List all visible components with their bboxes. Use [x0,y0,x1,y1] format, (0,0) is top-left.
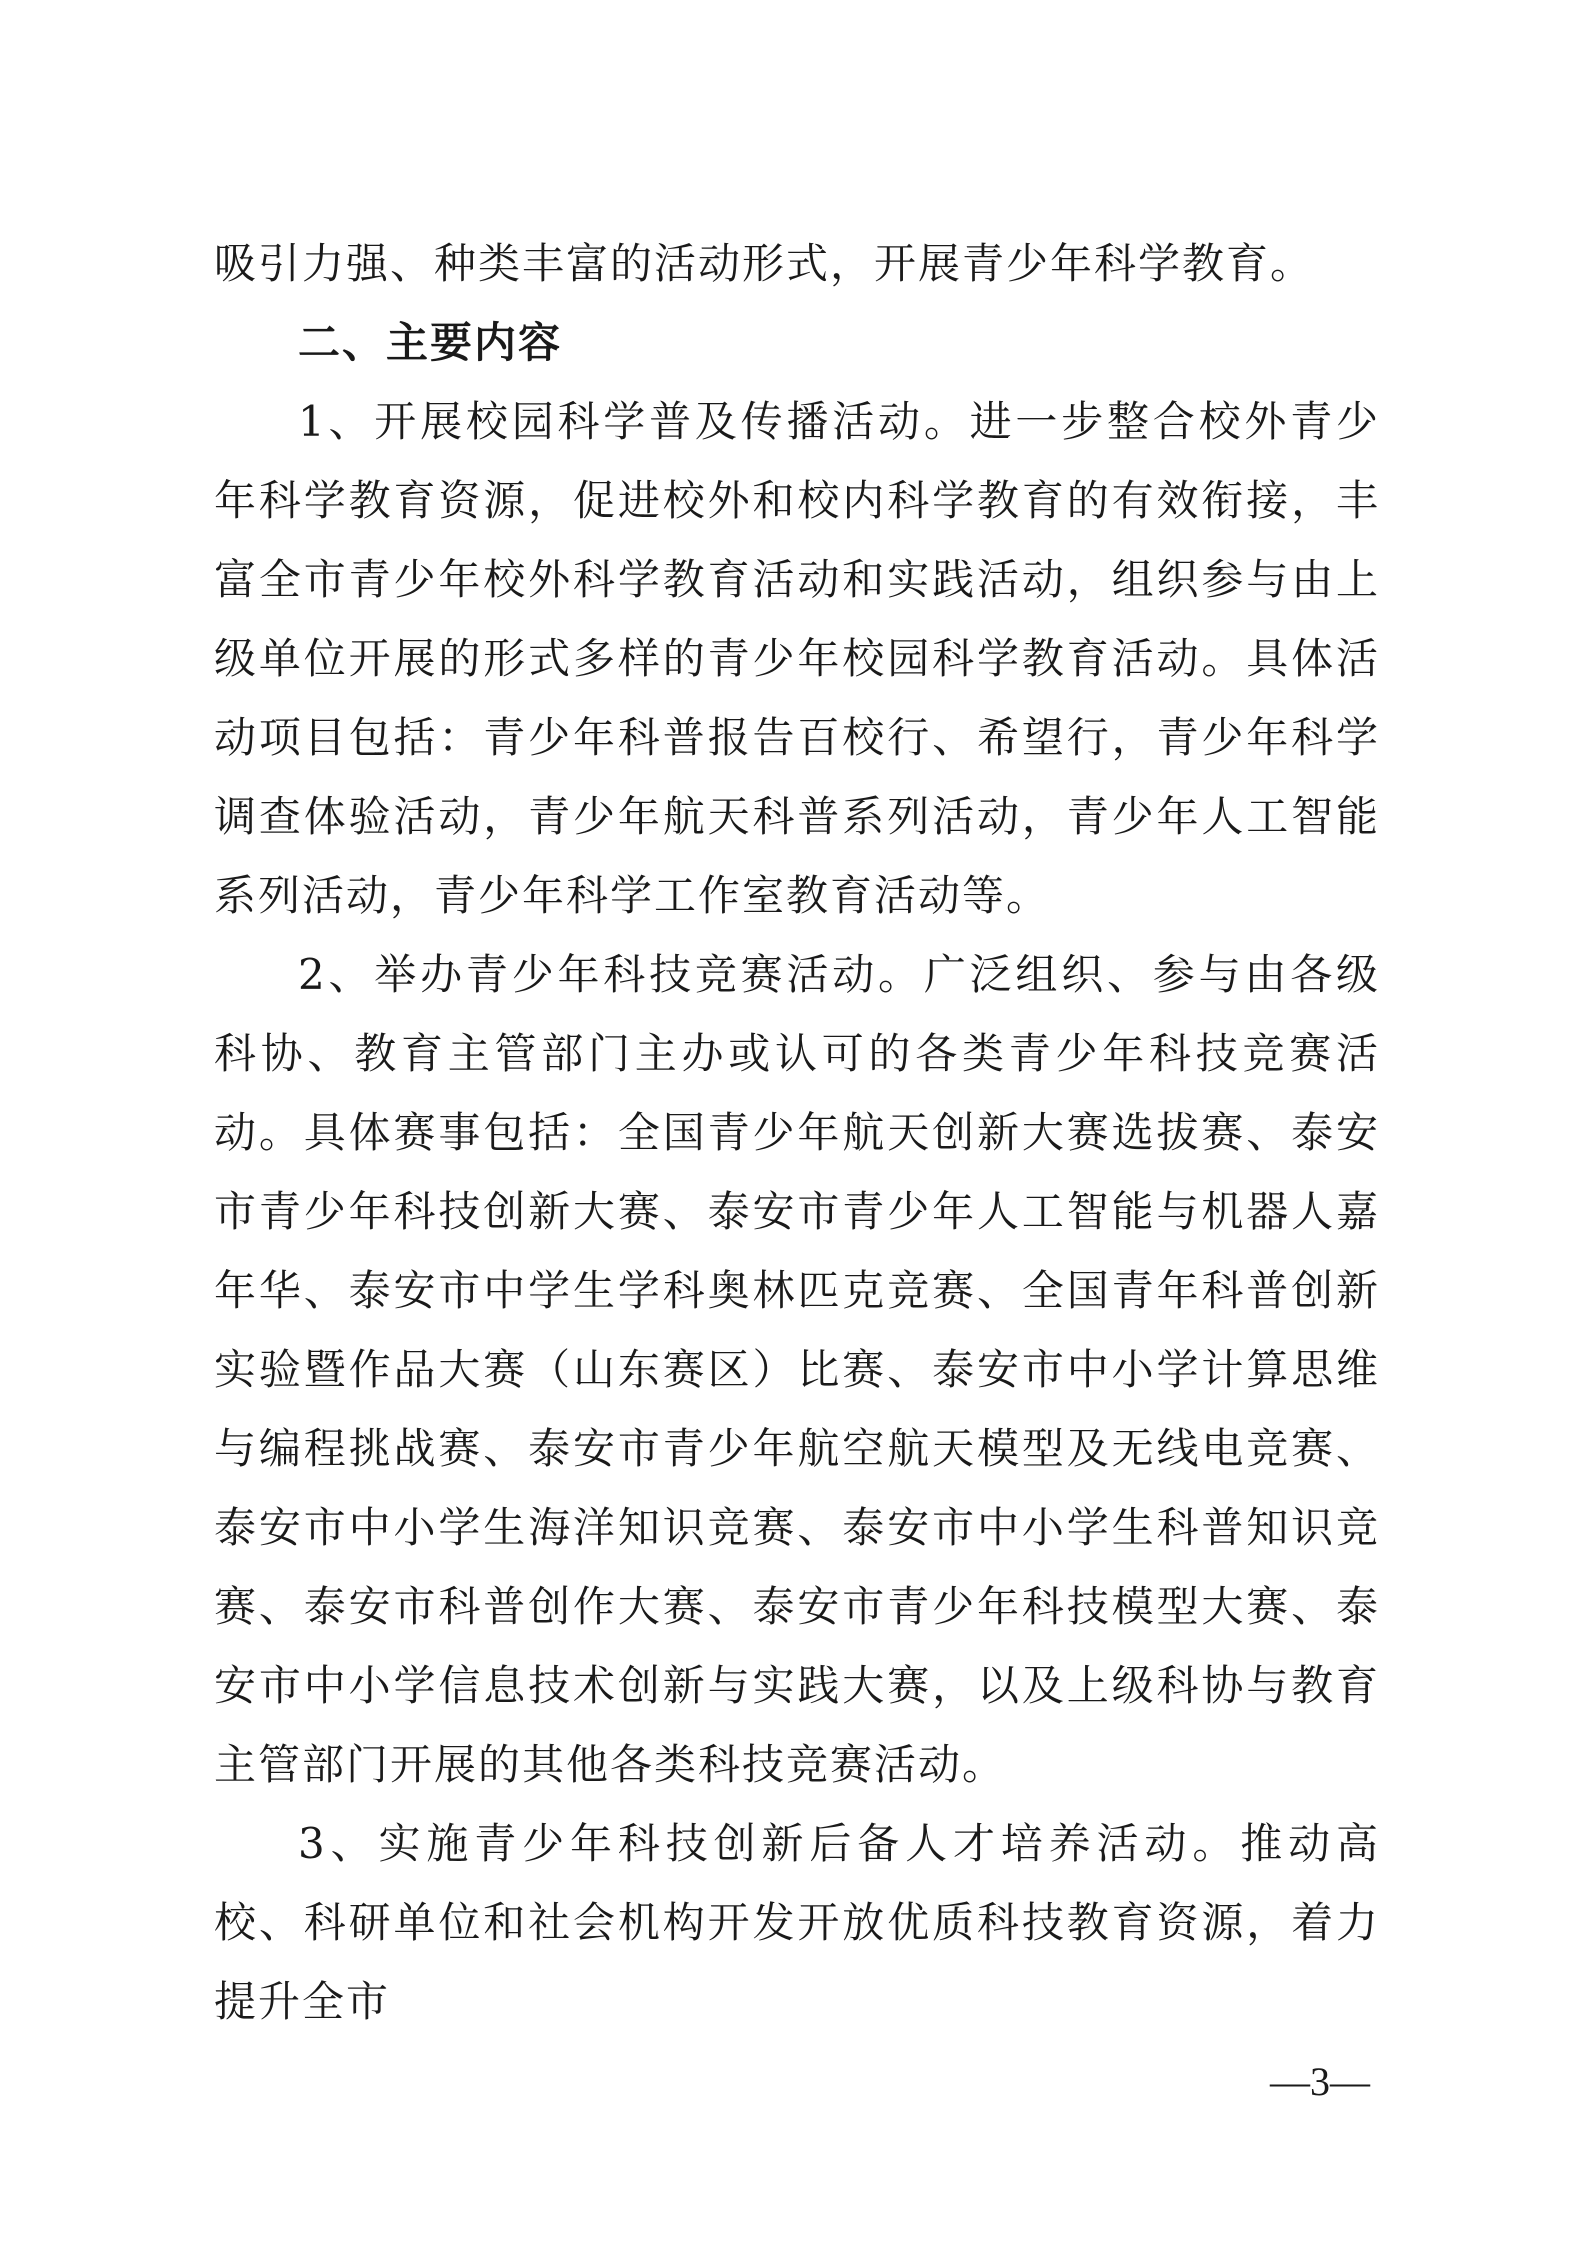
continuation-paragraph: 吸引力强、种类丰富的活动形式，开展青少年科学教育。 [214,239,1315,288]
paragraph-science-competitions: 2、举办青少年科技竞赛活动。广泛组织、参与由各级科协、教育主管部门主办或认可的各类青少年科技竞赛活动。具体赛事包括：全国青少年航天创新大赛选拔赛、泰安市青少年科技创新大赛、泰安市青少年人工智能与机器人嘉年华、泰安市中学生学科奥林匹克竞赛、全国青年科普创新实验暨作品大赛（山东赛区）比赛、泰安市中小学计算思维与编程挑战赛、泰安市青少年航空航天模型及无线电竞赛、泰安市中小学生海洋知识竞赛、泰安市中小学生科普知识竞赛、泰安市科普创作大赛、泰安市青少年科技模型大赛、泰安市中小学信息技术创新与实践大赛，以及上级科协与教育主管部门开展的其他各类科技竞赛活动。 [214,950,1380,1789]
page-number: —3— [1270,2059,1370,2104]
paragraph-talent-cultivation: 3、实施青少年科技创新后备人才培养活动。推动高校、科研单位和社会机构开发开放优质科技教育资源，着力提升全市 [214,1819,1380,2026]
section-heading: 二、主要内容 [298,318,563,367]
paragraph-campus-science-activities: 1、开展校园科学普及传播活动。进一步整合校外青少年科学教育资源，促进校外和校内科学教育的有效衔接，丰富全市青少年校外科学教育活动和实践活动，组织参与由上级单位开展的形式多样的青少年校园科学教育活动。具体活动项目包括：青少年科普报告百校行、希望行，青少年科学调查体验活动，青少年航天科普系列活动，青少年人工智能系列活动，青少年科学工作室教育活动等。 [214,397,1380,920]
document-body [214,224,1380,2041]
